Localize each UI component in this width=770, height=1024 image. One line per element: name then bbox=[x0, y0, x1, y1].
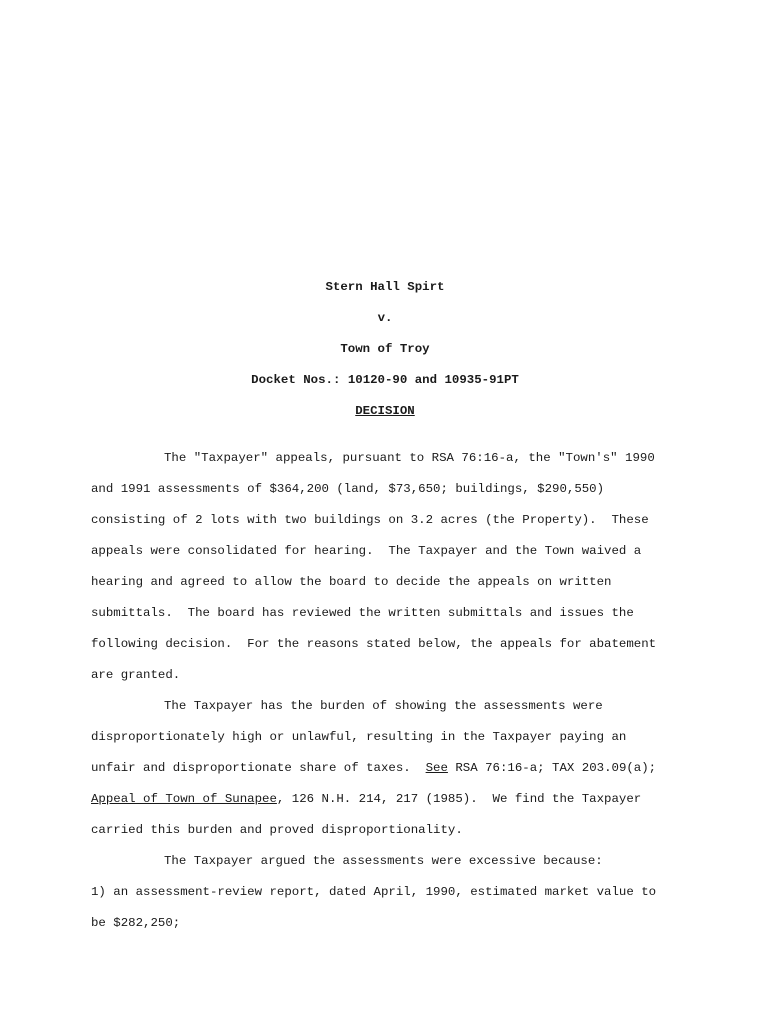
paragraph-2-line-2: disproportionately high or unlawful, resulting in the Taxpayer paying an bbox=[91, 730, 627, 744]
paragraph-1-line-1: The "Taxpayer" appeals, pursuant to RSA 76:16-a, the "Town's" 1990 bbox=[164, 451, 655, 465]
decision-heading: DECISION bbox=[355, 404, 415, 418]
paragraph-2-line-1: The Taxpayer has the burden of showing the assessments were bbox=[164, 699, 603, 713]
rsa-citation: RSA 76:16-a; TAX 203.09(a); bbox=[447, 761, 657, 775]
versus-label: v. bbox=[377, 311, 393, 325]
paragraph-2-line-5: carried this burden and proved disproportionality. bbox=[91, 823, 463, 837]
paragraph-2-line-4 bbox=[91, 792, 641, 806]
paragraph-1-line-4: appeals were consolidated for hearing. The Taxpayer and the Town waived a bbox=[91, 544, 642, 558]
paragraph-2-line-3-text: unfair and disproportionate share of taxes. bbox=[91, 761, 426, 775]
docket-numbers: Docket Nos.: 10120-90 and 10935-91PT bbox=[251, 373, 519, 387]
paragraph-1-line-2: and 1991 assessments of $364,200 (land, $73,650; buildings, $290,550) bbox=[91, 482, 605, 496]
respondent-name: Town of Troy bbox=[340, 342, 430, 356]
petitioner-name: Stern Hall Spirt bbox=[325, 280, 445, 294]
paragraph-1-line-5: hearing and agreed to allow the board to decide the appeals on written bbox=[91, 575, 612, 589]
paragraph-1-line-7: following decision. For the reasons stated below, the appeals for abatement bbox=[91, 637, 657, 651]
paragraph-2-line-3 bbox=[91, 761, 656, 775]
case-name: Appeal of Town of Sunapee bbox=[91, 792, 277, 806]
paragraph-1-line-3: consisting of 2 lots with two buildings on 3.2 acres (the Property). These bbox=[91, 513, 649, 527]
paragraph-3-line-2: 1) an assessment-review report, dated April, 1990, estimated market value to bbox=[91, 885, 657, 899]
decision-heading-wrap bbox=[0, 404, 770, 418]
paragraph-1-line-6: submittals. The board has reviewed the written submittals and issues the bbox=[91, 606, 634, 620]
see-citation-signal: See bbox=[425, 761, 448, 775]
paragraph-3-line-1: The Taxpayer argued the assessments were excessive because: bbox=[164, 854, 603, 868]
case-citation: , 126 N.H. 214, 217 (1985). We find the Taxpayer bbox=[276, 792, 642, 806]
paragraph-3-line-3: be $282,250; bbox=[91, 916, 181, 930]
paragraph-1-line-8: are granted. bbox=[91, 668, 181, 682]
